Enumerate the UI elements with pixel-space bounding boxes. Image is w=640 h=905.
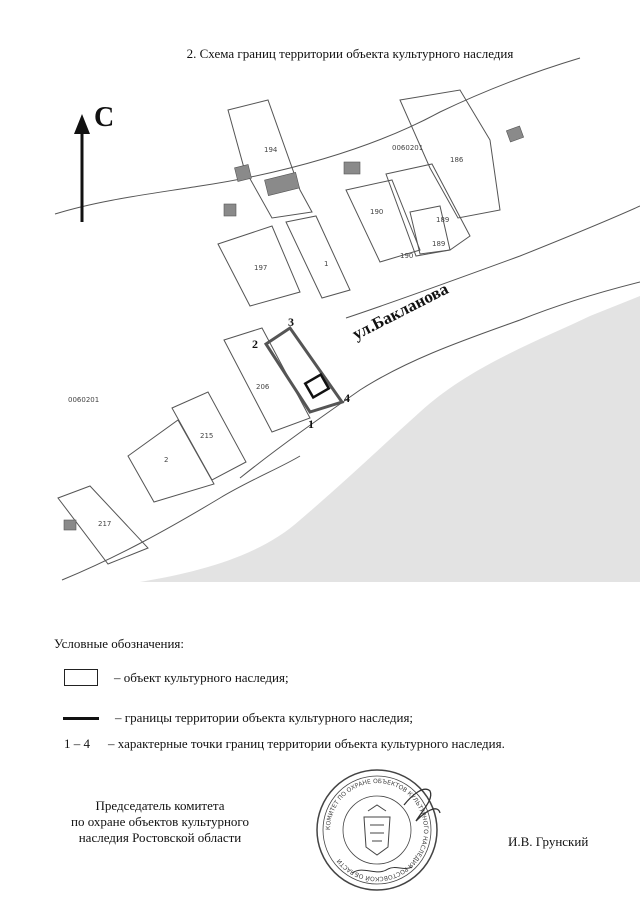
label-197: 197 xyxy=(254,264,268,272)
label-189b: 189 xyxy=(432,240,446,248)
parcel-190b xyxy=(386,164,470,256)
legend-boundary-text: – границы территории объекта культурного наследия; xyxy=(115,710,414,725)
legend-heading: Условные обозначения: xyxy=(54,636,185,651)
building-3 xyxy=(224,204,236,216)
legend-boundary-symbol xyxy=(63,717,99,720)
parcel-1 xyxy=(286,216,350,298)
building-4 xyxy=(344,162,360,174)
legend-object-symbol xyxy=(64,669,98,686)
label-215: 215 xyxy=(200,432,214,440)
chair-line-1: Председатель комитета xyxy=(95,798,225,813)
label-189a: 189 xyxy=(436,216,450,224)
point-1: 1 xyxy=(308,417,314,431)
label-206: 206 xyxy=(256,383,270,391)
chair-line-2: по охране объектов культурного xyxy=(71,814,249,829)
label-1: 1 xyxy=(324,260,329,268)
river-area xyxy=(140,296,640,582)
label-2: 2 xyxy=(164,456,169,464)
label-block-2: 0060201 xyxy=(68,396,100,404)
territory-boundary xyxy=(266,328,342,412)
legend-boundary-row xyxy=(54,710,413,726)
label-194: 194 xyxy=(264,146,278,154)
label-block-1: 0060201 xyxy=(392,144,424,152)
building-2 xyxy=(235,165,252,182)
north-letter: С xyxy=(94,102,115,133)
legend-points-row xyxy=(54,736,505,752)
point-3: 3 xyxy=(288,315,294,329)
label-190b: 190 xyxy=(400,252,414,260)
label-186: 186 xyxy=(450,156,464,164)
boundary-points xyxy=(252,315,350,431)
parcel-194 xyxy=(228,100,312,218)
point-4: 4 xyxy=(344,391,350,405)
chair-title xyxy=(60,798,260,846)
road-edge-street-upper xyxy=(346,206,640,318)
legend-object-text: – объект культурного наследия; xyxy=(114,669,289,685)
building-5 xyxy=(506,126,523,142)
legend-points-code: 1 – 4 xyxy=(64,736,90,751)
signatory-name: И.В. Грунский xyxy=(508,834,589,849)
building-6 xyxy=(64,520,76,530)
parcel-190a xyxy=(346,180,420,262)
official-stamp xyxy=(312,765,442,895)
building-1 xyxy=(265,172,300,195)
legend-object-row xyxy=(54,669,289,686)
page-title: 2. Схема границ территории объекта культурного наследия xyxy=(186,46,514,61)
label-217: 217 xyxy=(98,520,112,528)
street-label: ул.Бакланова xyxy=(349,278,452,344)
label-190a: 190 xyxy=(370,208,384,216)
svg-text:КОМИТЕТ ПО ОХРАНЕ ОБЪЕКТОВ КУЛ xyxy=(325,778,429,882)
stamp-outer-text: КОМИТЕТ ПО ОХРАНЕ ОБЪЕКТОВ КУЛЬТУРНОГО НАСЛЕДИЯ РОСТОВСКОЙ ОБЛАСТИ xyxy=(324,777,430,883)
road-edge-north xyxy=(55,58,580,214)
legend-points-text: – характерные точки границ территории объекта культурного наследия. xyxy=(108,736,505,751)
point-2: 2 xyxy=(252,337,258,351)
chair-line-3: наследия Ростовской области xyxy=(78,830,242,845)
